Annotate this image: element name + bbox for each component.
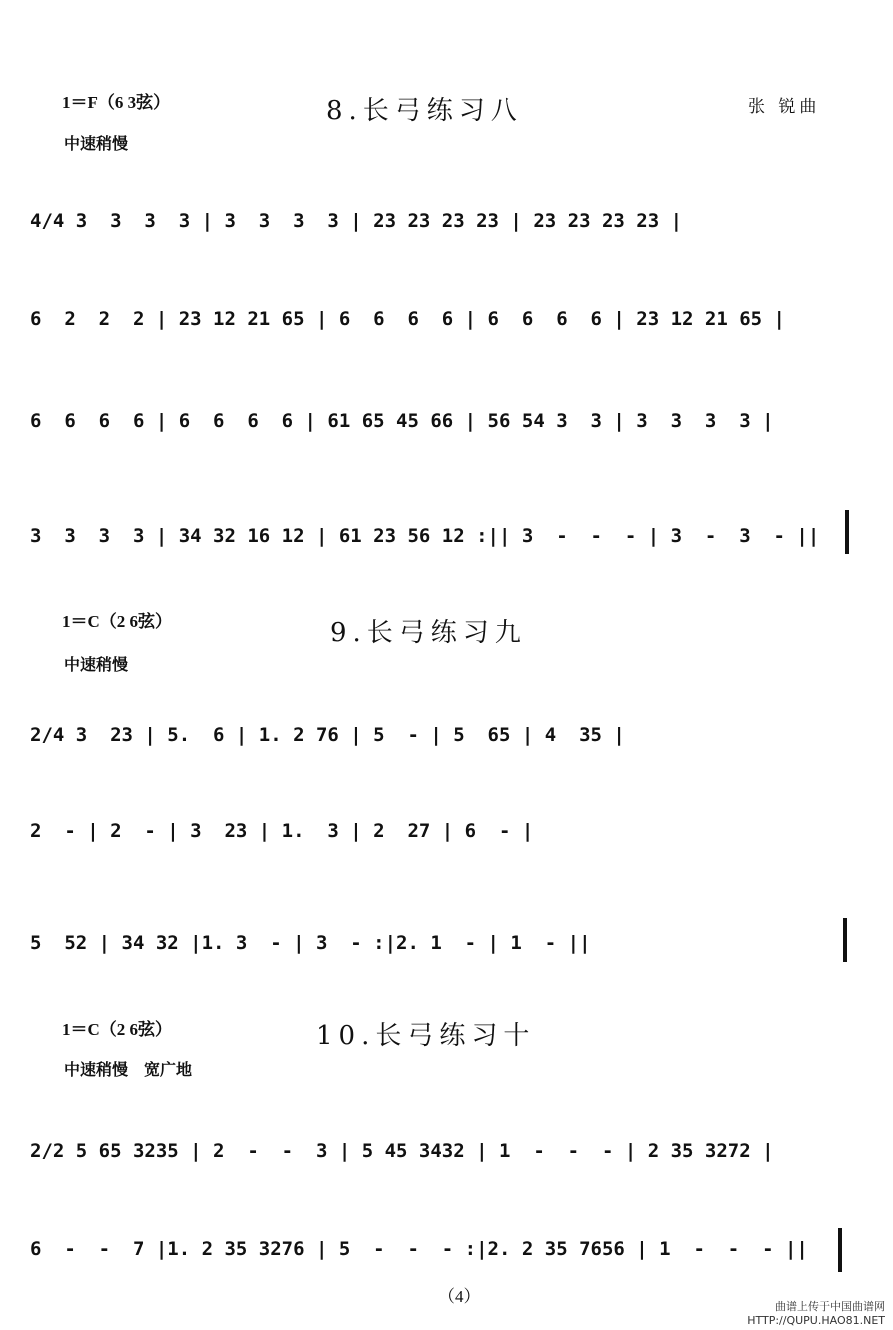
piece-8-composer: 张 锐曲: [748, 97, 821, 117]
piece-10-tempo: 中速稍慢 宽广地: [64, 1060, 193, 1079]
watermark-line-2: HTTP://QUPU.HAO81.NET: [747, 1314, 885, 1327]
piece-8-tempo: 中速稍慢: [64, 134, 129, 153]
final-barline-10: [838, 1228, 842, 1272]
piece-8-title: 8.长弓练习八: [326, 96, 523, 126]
piece-10-key: 1＝C（2 6弦）: [62, 1020, 173, 1039]
piece-10-row-2: 6 - - 7 |1. 2 35 3276 | 5 - - - :|2. 2 35 7656 | 1 - - - ||: [30, 1238, 808, 1260]
watermark: [747, 1300, 885, 1328]
piece-8-row-1: 4/4 3 3 3 3 | 3 3 3 3 | 23 23 23 23 | 23 23 23 23 |: [30, 210, 683, 232]
piece-10-title: 10.长弓练习十: [316, 1021, 536, 1051]
piece-10-row-1: 2/2 5 65 3235 | 2 - - 3 | 5 45 3432 | 1 - - - | 2 35 3272 |: [30, 1140, 774, 1162]
piece-9-row-1: 2/4 3 23 | 5. 6 | 1. 2 76 | 5 - | 5 65 | 4 35 |: [30, 724, 625, 746]
watermark-line-1: 曲谱上传于中国曲谱网: [775, 1300, 885, 1313]
piece-9-row-2: 2 - | 2 - | 3 23 | 1. 3 | 2 27 | 6 - |: [30, 820, 534, 842]
piece-8-row-4: 3 3 3 3 | 34 32 16 12 | 61 23 56 12 :|| 3 - - - | 3 - 3 - ||: [30, 525, 820, 547]
final-barline-9: [843, 918, 847, 962]
piece-9-title: 9.长弓练习九: [330, 618, 527, 648]
piece-9-tempo: 中速稍慢: [64, 655, 129, 674]
piece-9-row-3: 5 52 | 34 32 |1. 3 - | 3 - :|2. 1 - | 1 - ||: [30, 932, 591, 954]
page-number: （4）: [438, 1287, 481, 1306]
piece-8-row-2: 6 2 2 2 | 23 12 21 65 | 6 6 6 6 | 6 6 6 6 | 23 12 21 65 |: [30, 308, 785, 330]
piece-8-key: 1＝F（6 3弦）: [62, 93, 171, 112]
piece-9-key: 1＝C（2 6弦）: [62, 612, 173, 631]
final-barline-8: [845, 510, 849, 554]
piece-8-row-3: 6 6 6 6 | 6 6 6 6 | 61 65 45 66 | 56 54 3 3 | 3 3 3 3 |: [30, 410, 774, 432]
